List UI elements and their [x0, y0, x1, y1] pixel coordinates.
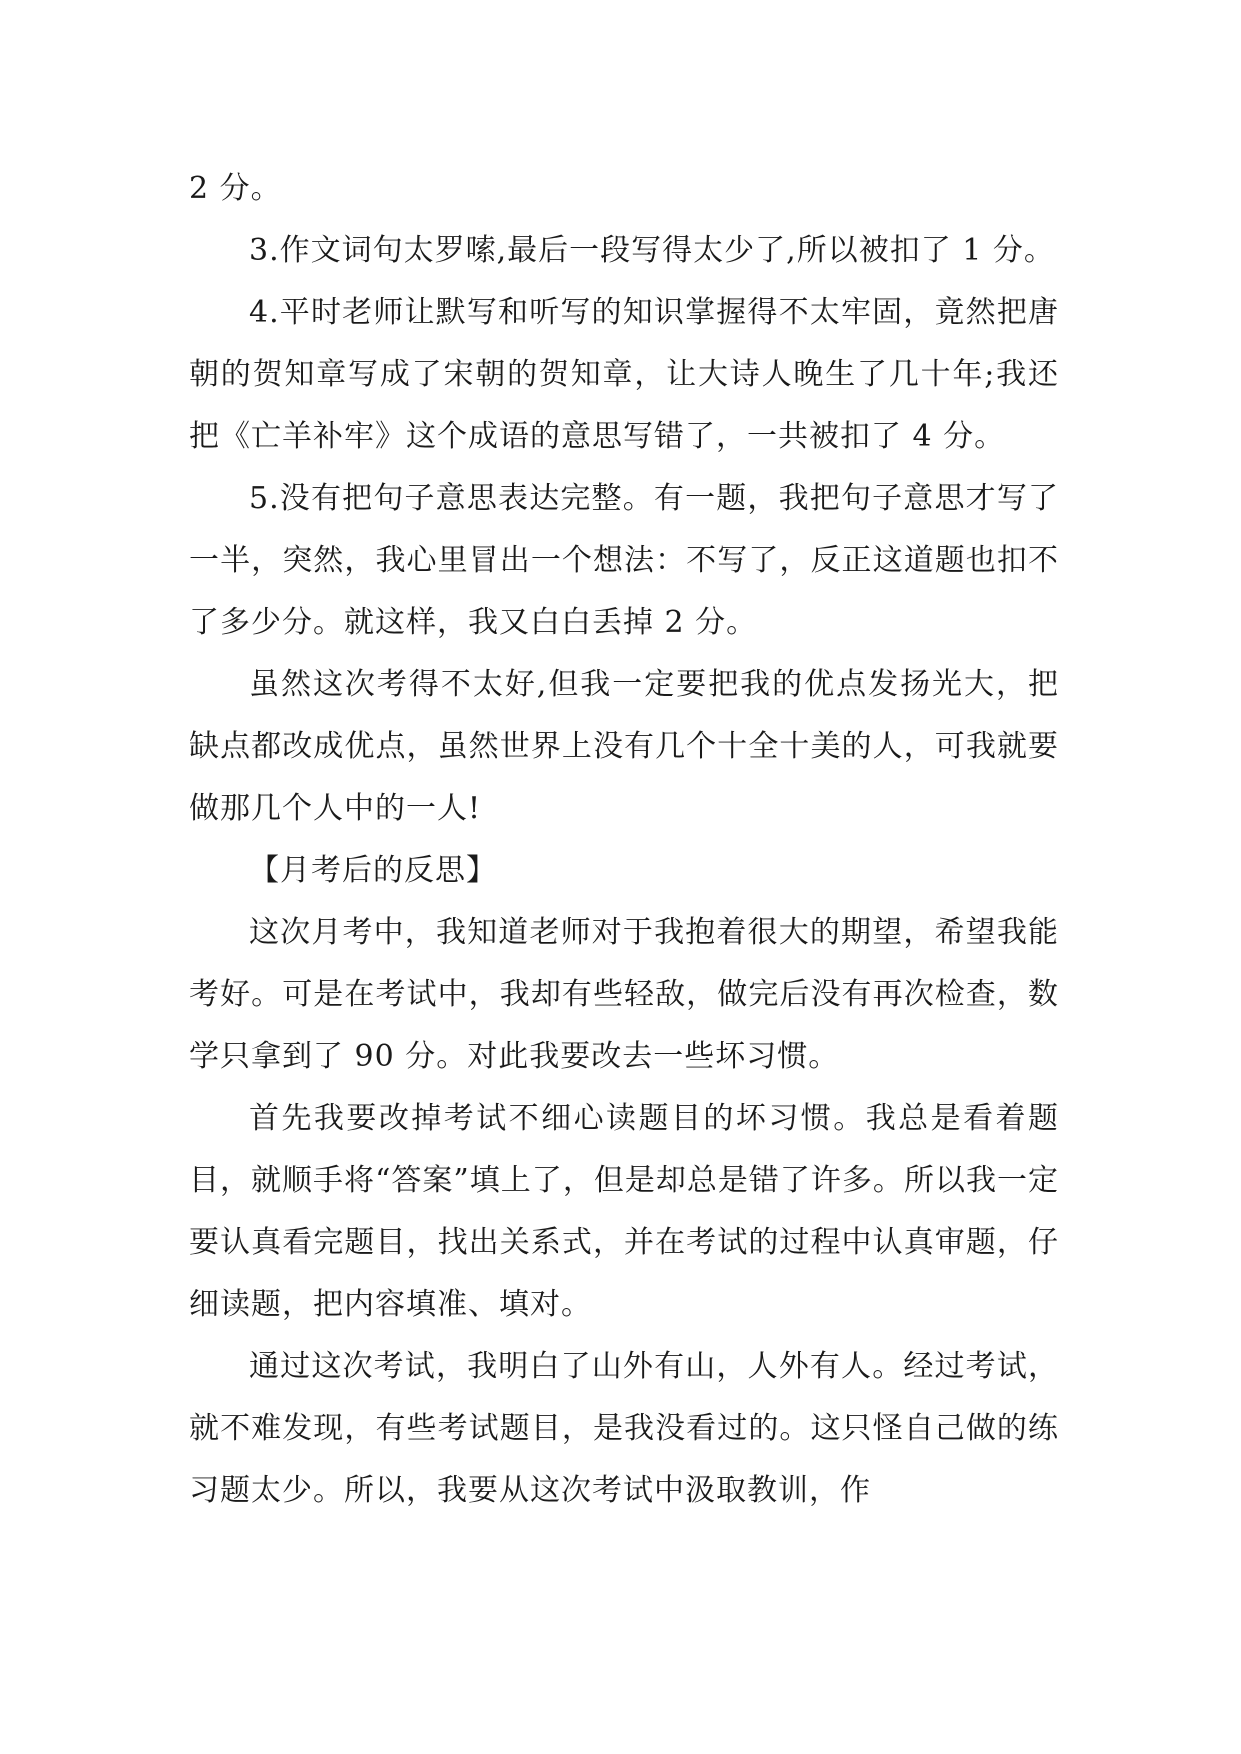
section-paragraph-2: 首先我要改掉考试不细心读题目的坏习惯。我总是看着题目，就顺手将“答案”填上了，但是却总是错了许多。所以我一定要认真看完题目，找出关系式，并在考试的过程中认真审题，仔细读题，把内容填准、填对。: [189, 1101, 1059, 1322]
paragraph-item-3: 3.作文词句太罗嗦,最后一段写得太少了,所以被扣了 1 分。: [249, 233, 1055, 268]
document-body: [189, 158, 1059, 1522]
paragraph-continuation: 2 分。: [189, 171, 282, 206]
section-paragraph-1: 这次月考中，我知道老师对于我抱着很大的期望，希望我能考好。可是在考试中，我却有些轻敌，做完后没有再次检查，数学只拿到了 90 分。对此我要改去一些坏习惯。: [189, 915, 1059, 1074]
paragraph-conclusion: 虽然这次考得不太好,但我一定要把我的优点发扬光大，把缺点都改成优点，虽然世界上没有几个十全十美的人，可我就要做那几个人中的一人!: [189, 667, 1059, 826]
section-heading: 【月考后的反思】: [249, 853, 497, 888]
paragraph-item-5: 5.没有把句子意思表达完整。有一题，我把句子意思才写了一半，突然，我心里冒出一个想法：不写了，反正这道题也扣不了多少分。就这样，我又白白丢掉 2 分。: [189, 481, 1059, 640]
paragraph-item-4: 4.平时老师让默写和听写的知识掌握得不太牢固，竟然把唐朝的贺知章写成了宋朝的贺知章，让大诗人晚生了几十年;我还把《亡羊补牢》这个成语的意思写错了，一共被扣了 4 分。: [189, 295, 1059, 454]
section-paragraph-3: 通过这次考试，我明白了山外有山，人外有人。经过考试，就不难发现，有些考试题目，是我没看过的。这只怪自己做的练习题太少。所以，我要从这次考试中汲取教训，作: [189, 1349, 1059, 1508]
